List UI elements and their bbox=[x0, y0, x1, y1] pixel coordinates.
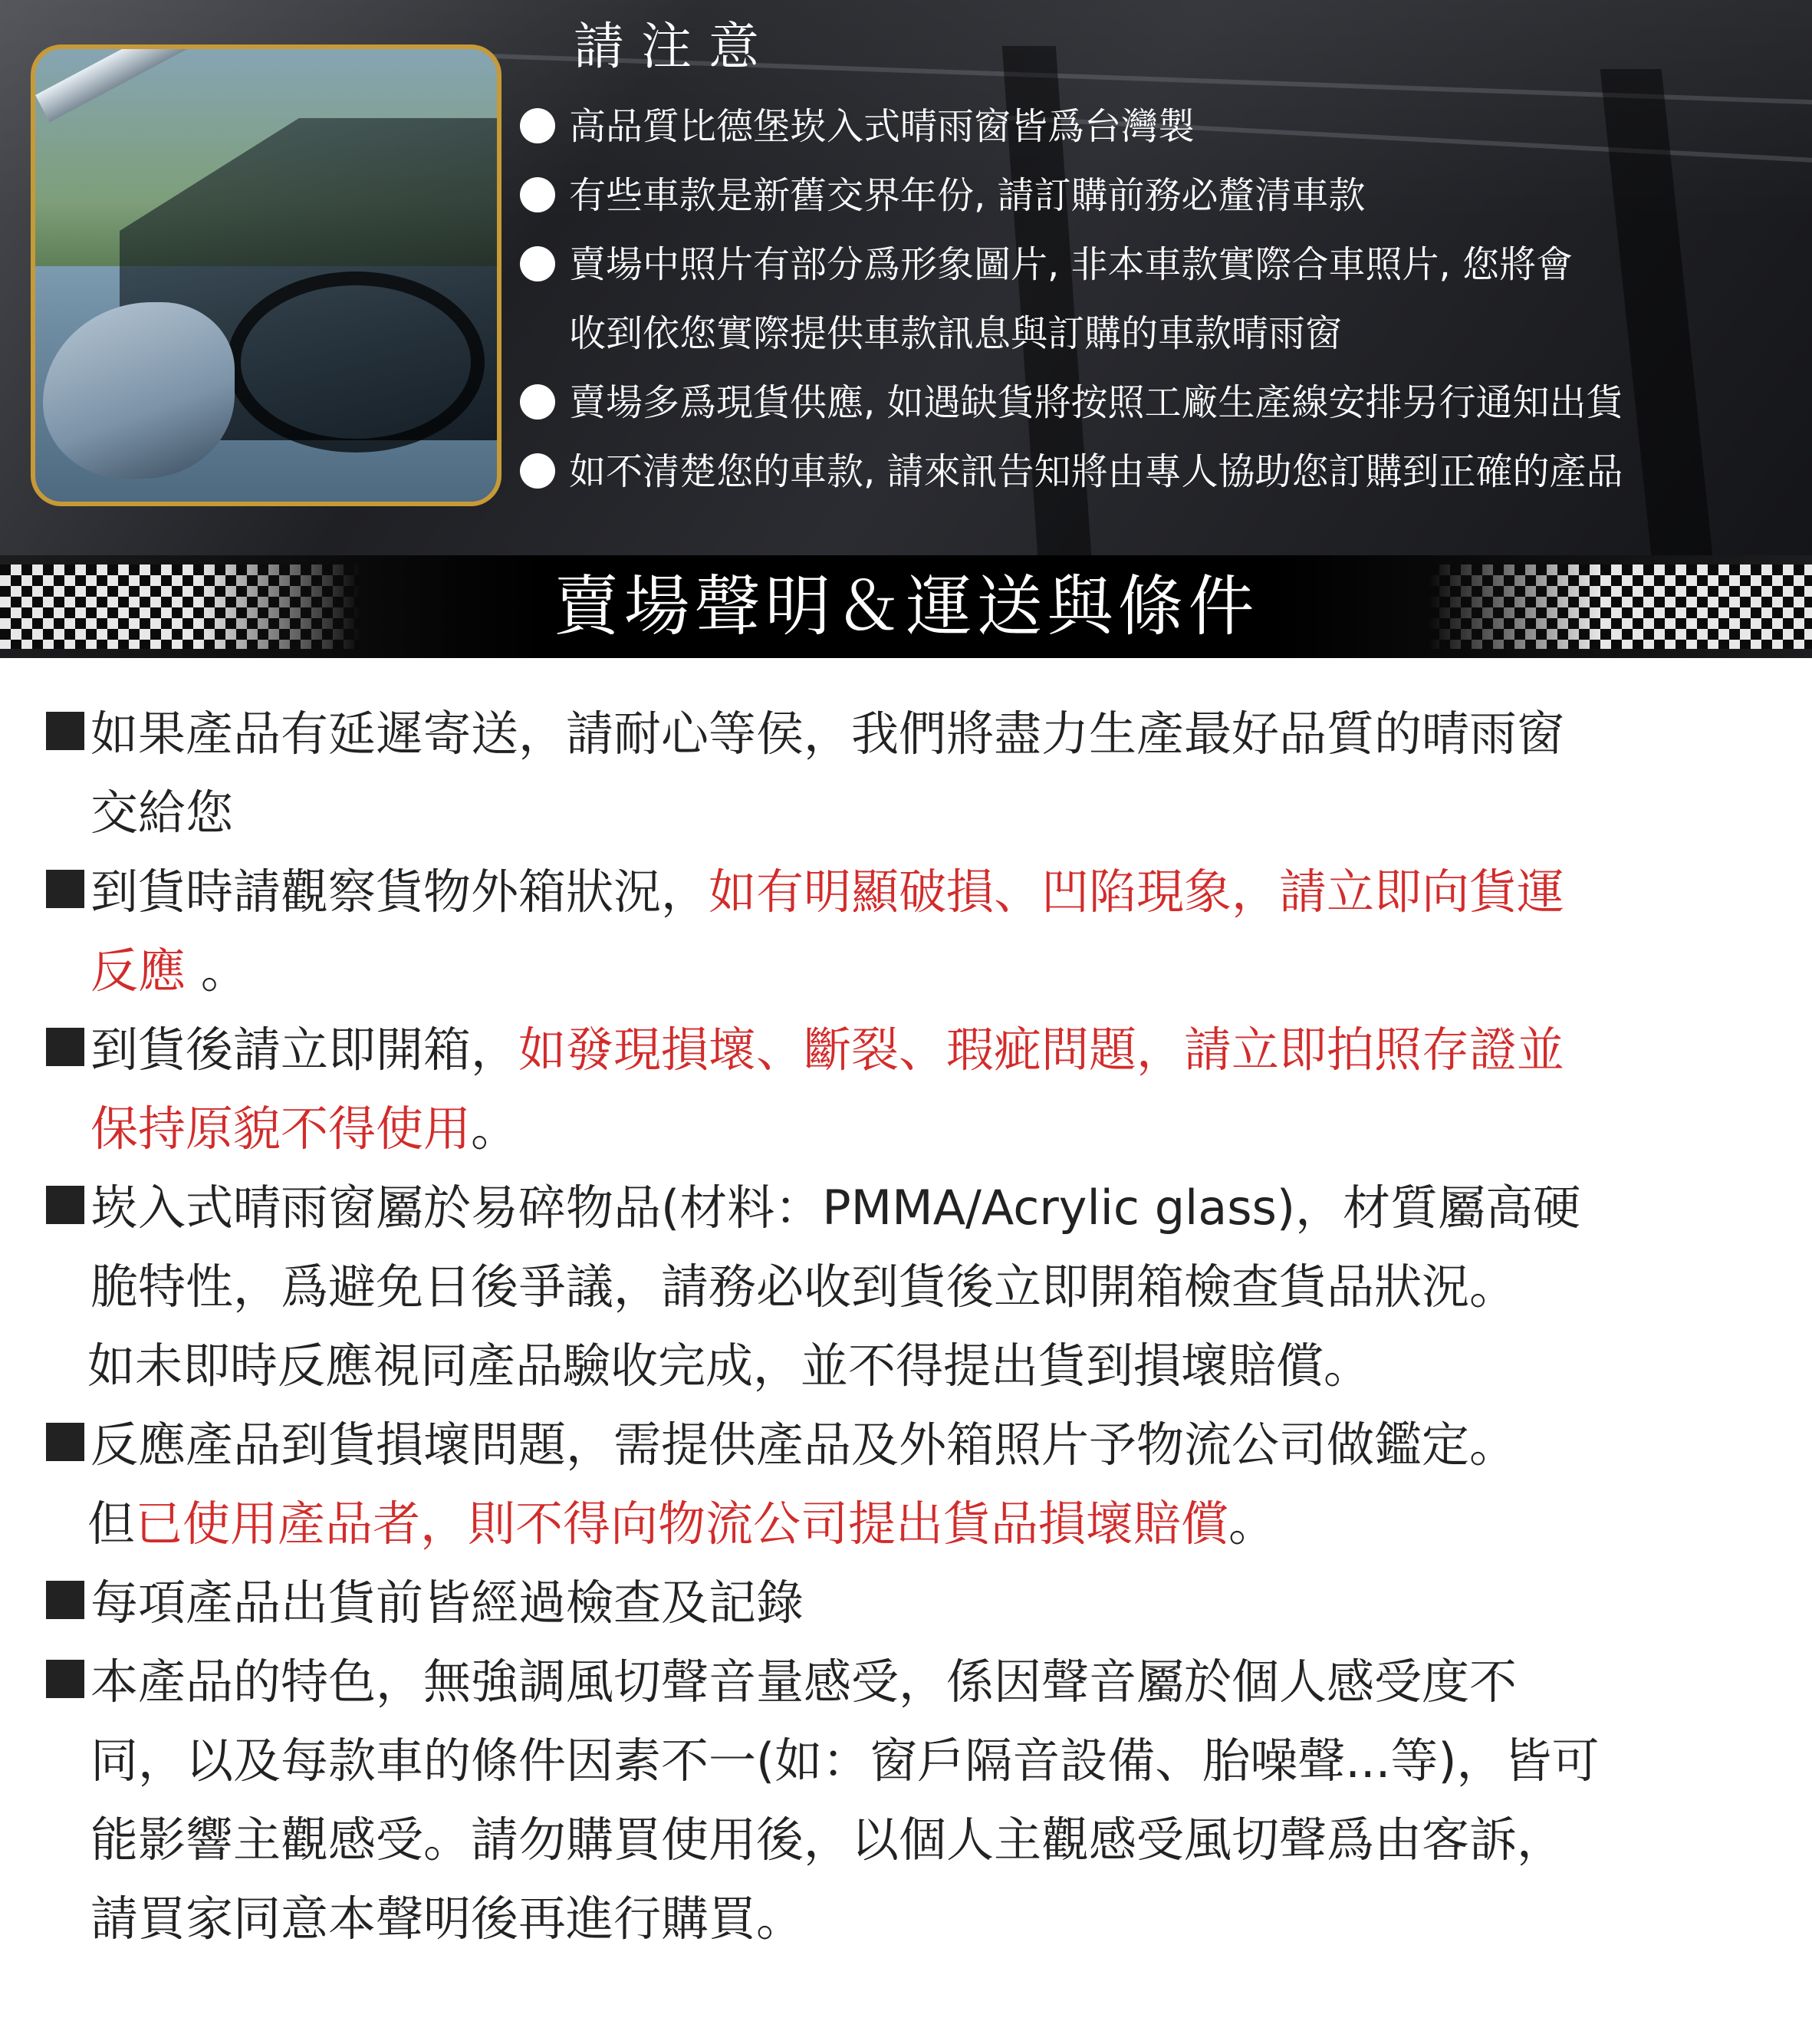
section-title: 賣場聲明＆運送與條件 bbox=[553, 568, 1259, 645]
terms-line: 反應產品到貨損壞問題，需提供產品及外箱照片予物流公司做鑑定。 bbox=[90, 1417, 1518, 1473]
notice-item-text: 賣場中照片有部分爲形象圖片, 非本車款實際合車照片, 您將會 bbox=[569, 243, 1574, 286]
notice-item-continued bbox=[520, 299, 1808, 368]
terms-line bbox=[0, 1089, 1812, 1168]
terms-text: 到貨時請觀察貨物外箱狀況， bbox=[90, 864, 709, 920]
terms-item bbox=[0, 852, 1812, 1010]
terms-line: 脆特性，爲避免日後爭議，請務必收到貨後立即開箱檢查貨品狀況。 bbox=[90, 1259, 1518, 1315]
bullet-dot-icon bbox=[520, 453, 555, 489]
notice-list bbox=[520, 92, 1808, 506]
terms-highlight-text: 保持原貌不得使用 bbox=[90, 1101, 472, 1157]
terms-line: 每項產品出貨前皆經過檢查及記錄 bbox=[90, 1575, 804, 1631]
notice-item-text: 如不清楚您的車款, 請來訊告知將由專人協助您訂購到正確的產品 bbox=[569, 450, 1623, 493]
terms-highlight-text: 已使用產品者，則不得向物流公司提出貨品損壞賠償 bbox=[135, 1496, 1229, 1552]
terms-text: 但 bbox=[87, 1496, 136, 1552]
notice-item-text: 有些車款是新舊交界年份, 請訂購前務必釐清車款 bbox=[569, 174, 1366, 217]
photo-steering-wheel bbox=[227, 272, 485, 453]
notice-banner bbox=[0, 0, 1812, 555]
terms-list bbox=[0, 694, 1812, 1958]
bullet-dot-icon bbox=[520, 108, 555, 143]
terms-text: 。 bbox=[471, 1101, 519, 1157]
terms-item bbox=[0, 694, 1812, 852]
terms-text: 。 bbox=[186, 943, 248, 999]
notice-item-text: 收到依您實際提供車款訊息與訂購的車款晴雨窗 bbox=[569, 312, 1343, 355]
terms-line: 本產品的特色，無強調風切聲音量感受，係因聲音屬於個人感受度不 bbox=[90, 1654, 1518, 1710]
notice-item bbox=[520, 368, 1808, 437]
terms-line bbox=[0, 852, 1812, 931]
terms-line: 能影響主觀感受。請勿購買使用後，以個人主觀感受風切聲爲由客訴， bbox=[90, 1812, 1565, 1868]
terms-line: 交給您 bbox=[90, 785, 234, 841]
terms-line: 如果產品有延遲寄送，請耐心等侯，我們將盡力生產最好品質的晴雨窗 bbox=[90, 706, 1565, 762]
terms-line: 同，以及每款車的條件因素不一(如：窗戶隔音設備、胎噪聲...等)，皆可 bbox=[90, 1733, 1600, 1789]
terms-item bbox=[0, 1405, 1812, 1563]
terms-text: 。 bbox=[1228, 1496, 1277, 1552]
notice-item-text: 賣場多爲現貨供應, 如遇缺貨將按照工廠生產線安排另行通知出貨 bbox=[569, 381, 1623, 424]
bullet-dot-icon bbox=[520, 177, 555, 212]
terms-line: 如未即時反應視同產品驗收完成，並不得提出貨到損壞賠償。 bbox=[87, 1338, 1372, 1394]
notice-item bbox=[520, 437, 1808, 506]
terms-item bbox=[0, 1168, 1812, 1405]
terms-line bbox=[0, 1010, 1812, 1089]
terms-item bbox=[0, 1010, 1812, 1168]
terms-item bbox=[0, 1642, 1812, 1958]
notice-item bbox=[520, 161, 1808, 230]
notice-item bbox=[520, 92, 1808, 161]
terms-highlight-text: 如有明顯破損、凹陷現象，請立即向貨運 bbox=[709, 864, 1565, 920]
terms-text: 到貨後請立即開箱， bbox=[90, 1022, 519, 1078]
notice-item bbox=[520, 230, 1808, 299]
terms-line: 請買家同意本聲明後再進行購買。 bbox=[90, 1891, 804, 1947]
terms-line: 崁入式晴雨窗屬於易碎物品(材料：PMMA/Acrylic glass)，材質屬高硬 bbox=[90, 1180, 1581, 1236]
terms-line bbox=[0, 1484, 1812, 1563]
terms-highlight-text: 反應 bbox=[90, 943, 186, 999]
notice-item-text: 高品質比德堡崁入式晴雨窗皆爲台灣製 bbox=[569, 105, 1195, 148]
notice-title: 請注意 bbox=[574, 17, 776, 76]
terms-item bbox=[0, 1563, 1812, 1642]
terms-highlight-text: 如發現損壞、斷裂、瑕疵問題，請立即拍照存證並 bbox=[518, 1022, 1565, 1078]
terms-line bbox=[0, 931, 1812, 1010]
bullet-dot-icon bbox=[520, 246, 555, 281]
car-window-visor-photo bbox=[31, 44, 502, 506]
bullet-dot-icon bbox=[520, 384, 555, 420]
photo-side-mirror bbox=[43, 302, 235, 479]
